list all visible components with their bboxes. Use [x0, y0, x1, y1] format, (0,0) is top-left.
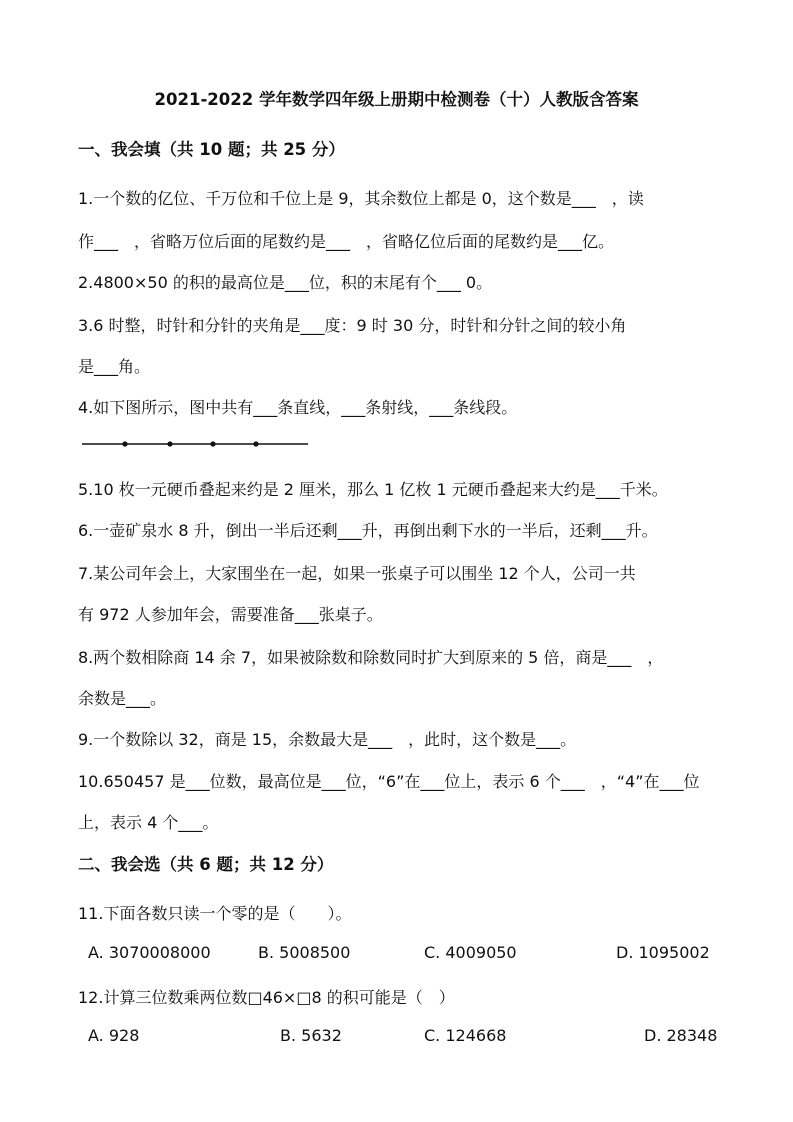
figure-point — [253, 441, 258, 446]
question-11-option-a: A. 3070008000 — [88, 943, 211, 962]
question-12: 12.计算三位数乘两位数□46×□8 的积可能是（ ） — [78, 988, 455, 1007]
question-7-line-2: 有 972 人参加年会，需要准备___张桌子。 — [78, 605, 383, 624]
line-figure — [78, 434, 318, 454]
question-12-option-b: B. 5632 — [280, 1026, 342, 1045]
question-8-line-2: 余数是___。 — [78, 689, 167, 708]
question-8-line-1: 8.两个数相除商 14 余 7，如果被除数和除数同时扩大到原来的 5 倍，商是___ ， — [78, 648, 664, 667]
question-12-option-a: A. 928 — [88, 1026, 140, 1045]
question-11-option-c: C. 4009050 — [424, 943, 517, 962]
question-12-option-d: D. 28348 — [644, 1026, 718, 1045]
section-heading-fill: 一、我会填（共 10 题；共 25 分） — [78, 140, 345, 159]
question-10-line-1: 10.650457 是___位数，最高位是___位，“6”在___位上，表示 6 个___ ，“4”在___位 — [78, 772, 700, 791]
question-3-line-1: 3.6 时整，时针和分针的夹角是___度：9 时 30 分，时针和分针之间的较小角 — [78, 316, 627, 335]
section-heading-choice: 二、我会选（共 6 题；共 12 分） — [78, 855, 334, 874]
question-2: 2.4800×50 的积的最高位是___位，积的末尾有个___ 0。 — [78, 273, 493, 292]
question-6: 6.一壶矿泉水 8 升，倒出一半后还剩___升，再倒出剩下水的一半后，还剩___升。 — [78, 521, 658, 540]
question-1-line-2: 作___ ，省略万位后面的尾数约是___ ，省略亿位后面的尾数约是___亿。 — [78, 232, 615, 251]
question-11: 11.下面各数只读一个零的是（ ）。 — [78, 904, 352, 923]
question-4: 4.如下图所示，图中共有___条直线，___条射线，___条线段。 — [78, 398, 518, 417]
question-7-line-1: 7.某公司年会上，大家围坐在一起，如果一张桌子可以围坐 12 个人，公司一共 — [78, 564, 636, 583]
question-1-line-1: 1.一个数的亿位、千万位和千位上是 9，其余数位上都是 0，这个数是___ ，读 — [78, 189, 644, 208]
question-11-option-d: D. 1095002 — [616, 943, 710, 962]
question-11-option-b: B. 5008500 — [258, 943, 351, 962]
question-3-line-2: 是___角。 — [78, 357, 151, 376]
question-5: 5.10 枚一元硬币叠起来约是 2 厘米，那么 1 亿枚 1 元硬币叠起来大约是___千米。 — [78, 480, 668, 499]
question-10-line-2: 上，表示 4 个___。 — [78, 813, 219, 832]
question-9: 9.一个数除以 32，商是 15，余数最大是___ ，此时，这个数是___。 — [78, 730, 577, 749]
figure-point — [122, 441, 127, 446]
question-12-option-c: C. 124668 — [424, 1026, 507, 1045]
page-title: 2021-2022 学年数学四年级上册期中检测卷（十）人教版含答案 — [154, 90, 639, 109]
figure-point — [167, 441, 172, 446]
figure-point — [210, 441, 215, 446]
